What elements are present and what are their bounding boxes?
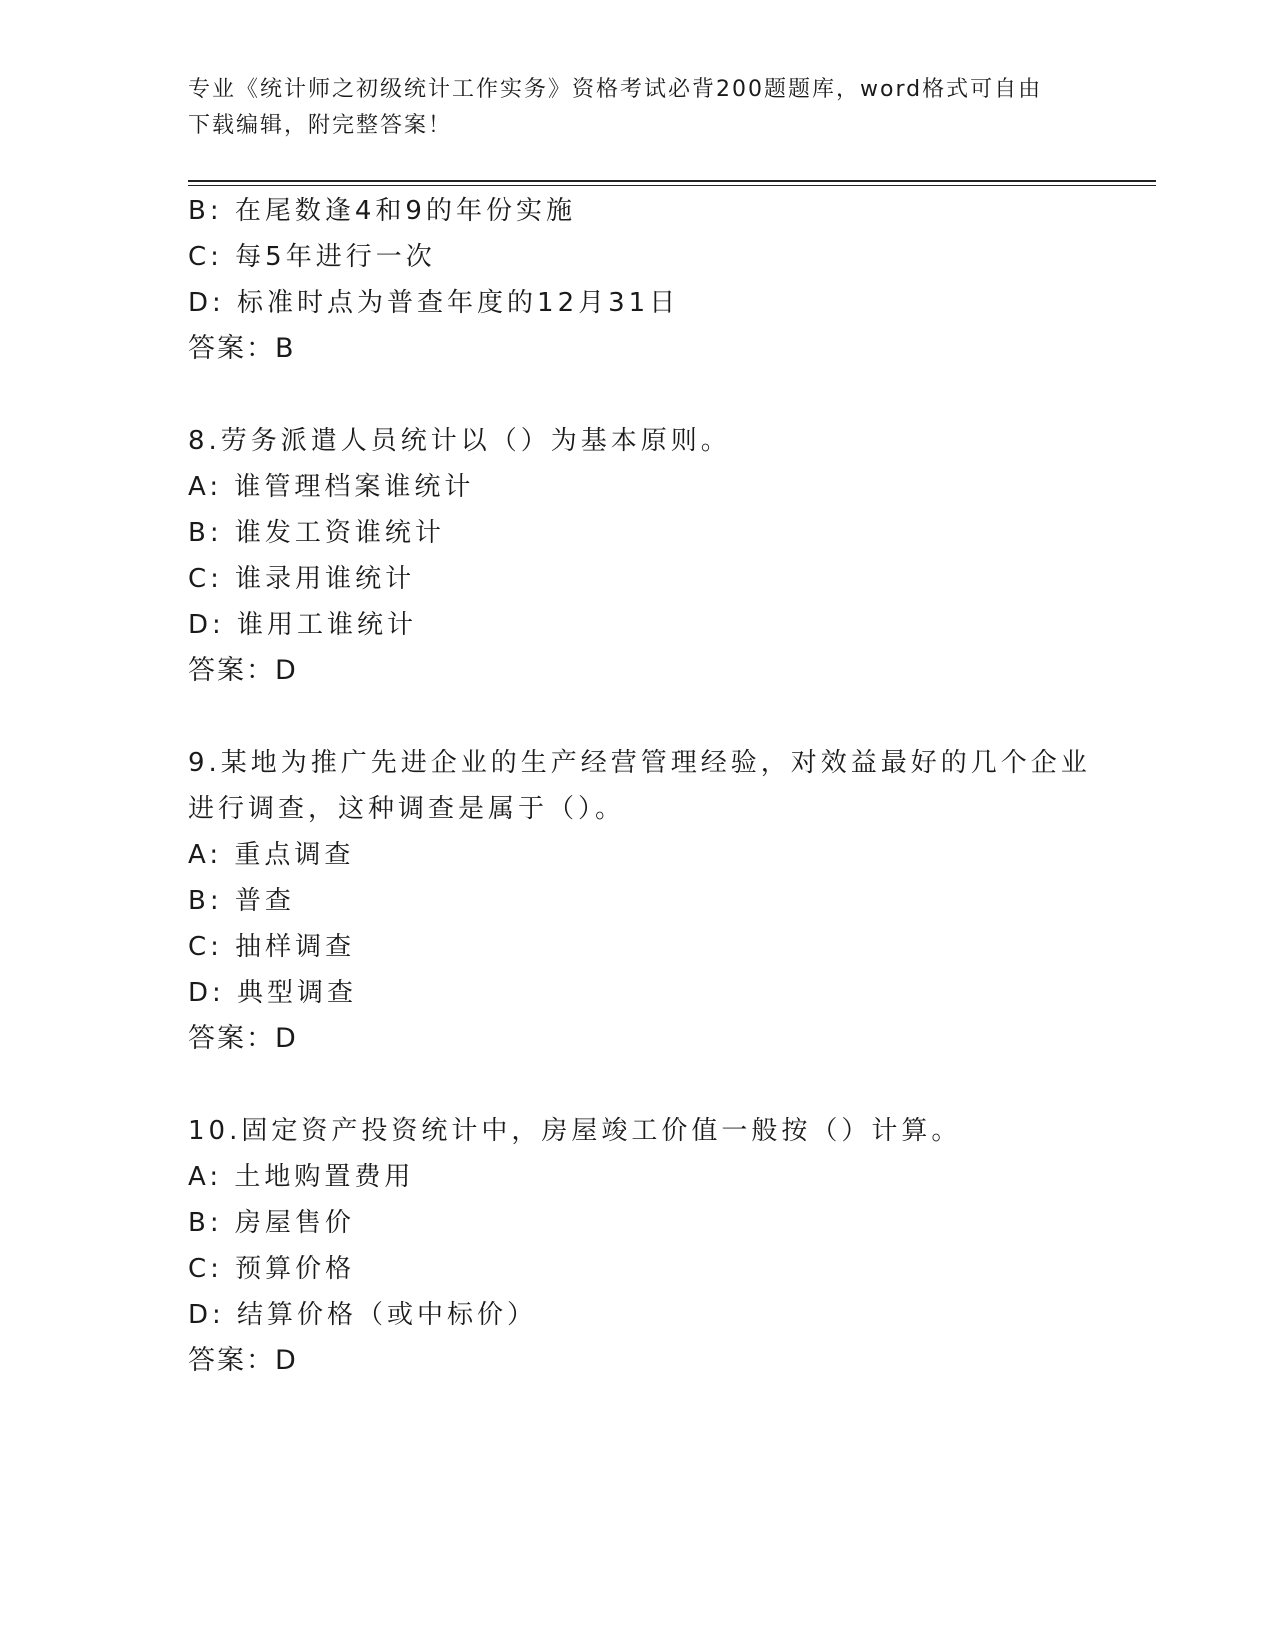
spacer [188, 1062, 1148, 1108]
answer-line: 答案：D [188, 655, 298, 686]
question-10 [188, 1108, 1148, 1384]
option-a: A: 谁管理档案谁统计 [188, 472, 475, 502]
option-d: D: 典型调查 [188, 978, 358, 1008]
header-title-line-1: 专业《统计师之初级统计工作实务》资格考试必背200题题库，word格式可自由 [188, 77, 1043, 102]
option-b: B: 在尾数逢4和9的年份实施 [188, 196, 576, 226]
question-stem-line-1: 9.某地为推广先进企业的生产经营管理经验，对效益最好的几个企业 [188, 748, 1091, 778]
option-c: C: 抽样调查 [188, 932, 356, 962]
option-c: C: 预算价格 [188, 1254, 356, 1284]
option-b: B: 普查 [188, 886, 295, 916]
question-9 [188, 740, 1148, 1062]
spacer [188, 372, 1148, 418]
option-b: B: 房屋售价 [188, 1208, 355, 1238]
answer-line: 答案：D [188, 1345, 298, 1376]
header-divider-thick [188, 180, 1156, 182]
option-c: C: 谁录用谁统计 [188, 564, 416, 594]
option-b: B: 谁发工资谁统计 [188, 518, 445, 548]
question-list [188, 188, 1148, 1384]
header-title-line-2: 下载编辑，附完整答案！ [188, 113, 453, 138]
option-c: C: 每5年进行一次 [188, 242, 436, 272]
question-stem: 10.固定资产投资统计中，房屋竣工价值一般按（）计算。 [188, 1116, 962, 1146]
option-d: D: 结算价格（或中标价） [188, 1300, 538, 1330]
option-a: A: 土地购置费用 [188, 1162, 415, 1192]
option-d: D: 谁用工谁统计 [188, 610, 418, 640]
question-8 [188, 418, 1148, 694]
answer-line: 答案：D [188, 1023, 298, 1054]
question-stem-line-2: 进行调查，这种调查是属于（）。 [188, 794, 626, 824]
spacer [188, 694, 1148, 740]
answer-line: 答案：B [188, 333, 296, 364]
option-a: A: 重点调查 [188, 840, 355, 870]
header-divider-thin [188, 185, 1156, 186]
option-d: D: 标准时点为普查年度的12月31日 [188, 288, 680, 318]
question-7-continued [188, 188, 1148, 372]
document-header [188, 72, 1088, 144]
question-stem: 8.劳务派遣人员统计以（）为基本原则。 [188, 426, 731, 456]
